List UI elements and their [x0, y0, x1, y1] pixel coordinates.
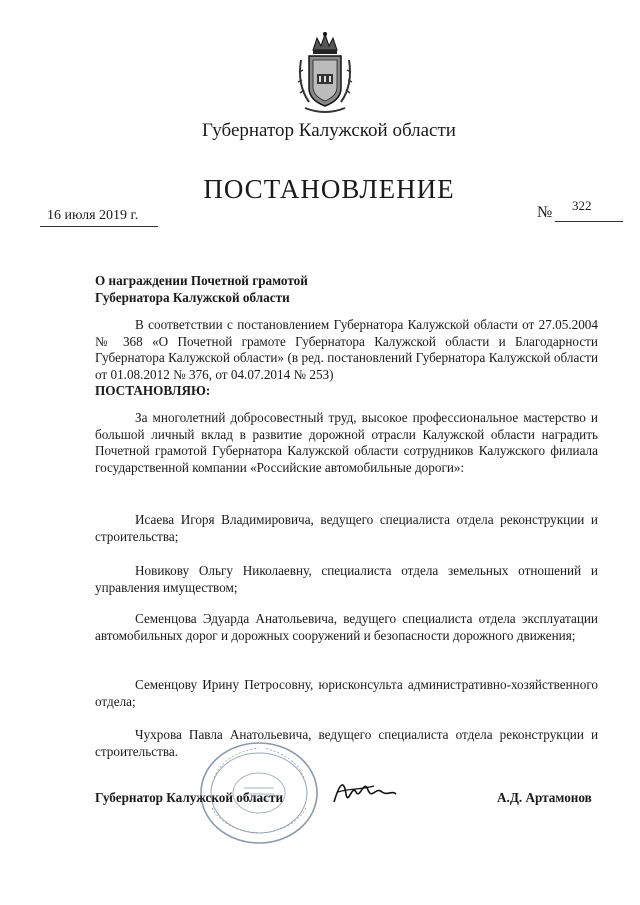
awardee-text: Новикову Ольгу Николаевну, специалиста отдела земельных отношений и управления имуществом; [95, 563, 598, 595]
document-date: 16 июля 2019 г. [47, 208, 139, 223]
number-underline [555, 221, 623, 222]
subject-line-1: О награждении Почетной грамотой [95, 273, 308, 288]
number-label: № [537, 204, 553, 221]
awardee-item [95, 677, 598, 710]
document-number: 322 [572, 198, 592, 213]
decision-paragraph [95, 410, 598, 476]
awardee-item [95, 611, 598, 644]
date-underline [40, 226, 158, 227]
awardee-item [95, 727, 598, 760]
subject-line-2: Губернатора Калужской области [95, 290, 290, 305]
preamble-text: В соответствии с постановлением Губернатора Калужской области от 27.05.2004 № 368 «О Почетной грамоте Губернатора Калужской области и Благодарности Губернатора Калужской области» (в ред. постановлений Губернатора Калужской области от 01.08.2012 № 376, от 04.07.2014 № 253) [95, 317, 598, 382]
awardee-text: Семенцова Эдуарда Анатольевича, ведущего специалиста отдела эксплуатации автомобильных дорог и дорожных сооружений и безопасности дорожного движения; [95, 611, 598, 643]
awardee-item [95, 512, 598, 545]
decision-text: За многолетний добросовестный труд, высокое профессиональное мастерство и большой личный вклад в развитие дорожной отрасли Калужской области наградить Почетной грамотой Губернатора Калужской области сотрудников Калужского филиала государственной компании «Российские автомобильные дороги»: [95, 410, 598, 475]
preamble-paragraph [95, 317, 598, 400]
resolve-word: ПОСТАНОВЛЯЮ: [95, 383, 211, 398]
issuer-title: Губернатор Калужской области [202, 120, 456, 141]
signatory-name: А.Д. Артамонов [497, 790, 592, 805]
document-subject [95, 272, 308, 306]
signatory-title: Губернатор Калужской области [95, 790, 284, 805]
document-type-title: ПОСТАНОВЛЕНИЕ [203, 174, 455, 204]
handwritten-signature [330, 772, 400, 812]
awardee-item [95, 563, 598, 596]
kaluga-coat-of-arms-icon [295, 30, 355, 115]
awardee-text: Семенцову Ирину Петросовну, юрисконсульта административно-хозяйственного отдела; [95, 677, 598, 709]
awardee-text: Чухрова Павла Анатольевича, ведущего специалиста отдела реконструкции и строительства. [95, 727, 598, 759]
awardee-text: Исаева Игоря Владимировича, ведущего специалиста отдела реконструкции и строительства; [95, 512, 598, 544]
